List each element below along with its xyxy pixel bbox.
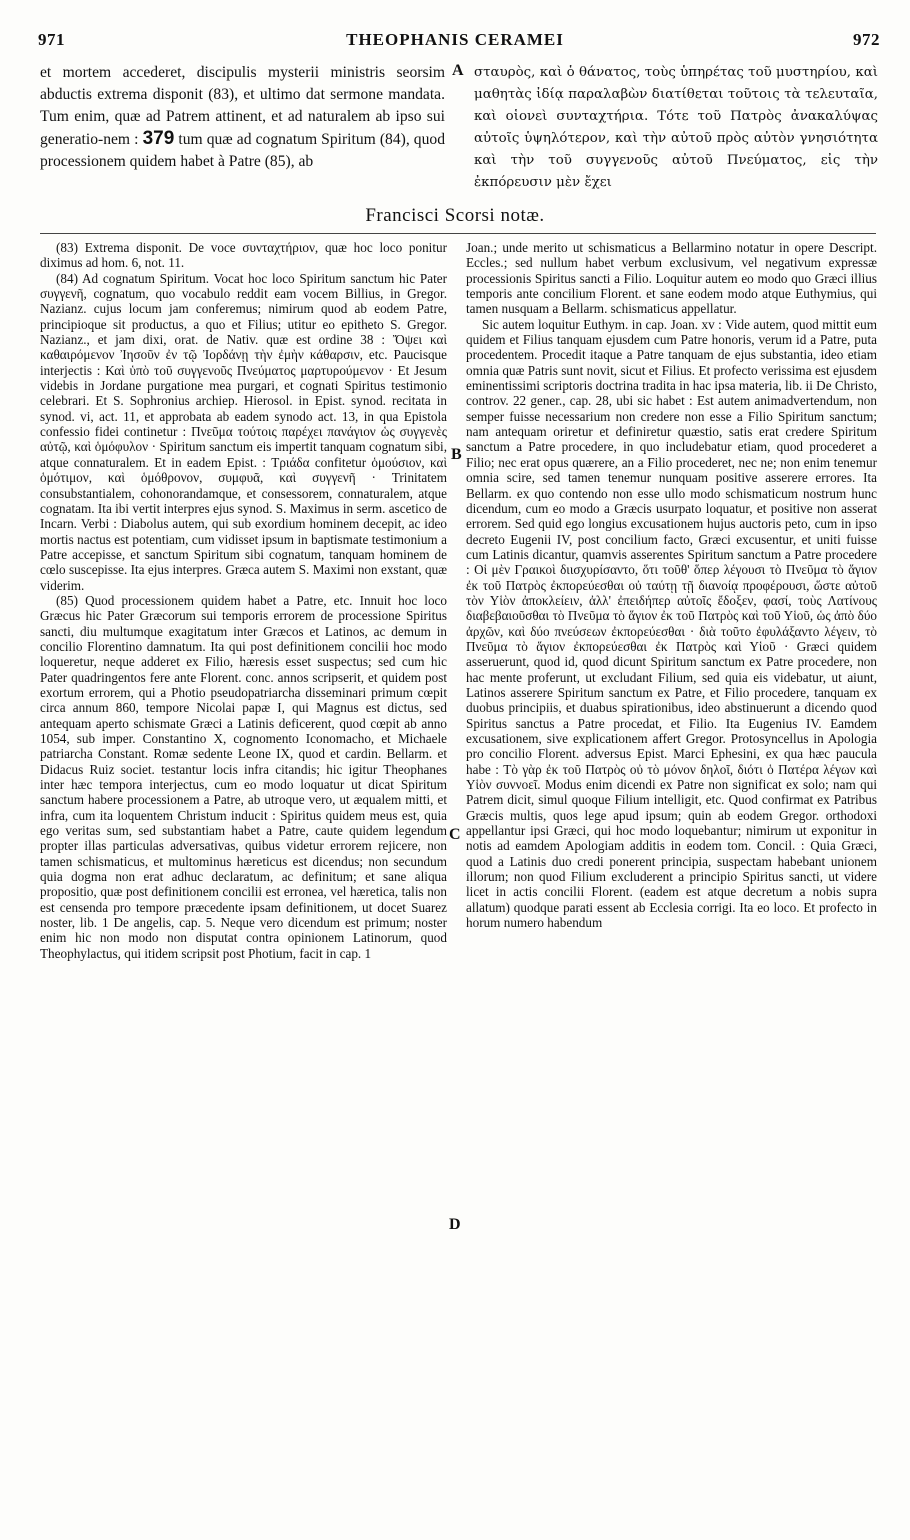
greek-main-text: σταυρὸς, καὶ ὁ θάνατος, τοὺς ὑπηρέτας τοῦ μυστηρίου, καὶ μαθητὰς ἰδίᾳ παραλαβὼν διατίθεται τοῦτοις τὰ τελευταῖα, καὶ οἱονεὶ συνταχτήρια. Τότε τοῦ Πατρὸς ἀνακαλύψας αὐτοῖς ὑψηλότερον, καὶ τὴν αὐτοῦ πρὸς αὐτὸν γνησιότητα καὶ τὴν τοῦ συγγενοῦς αὐτοῦ Πνεύματος, εἰς τὴν ἐκπόρευσιν μὲν ἔχει [474, 65, 878, 190]
page-number-left: 971 [38, 30, 65, 49]
margin-letter-a: A [452, 62, 464, 79]
running-title: THEOPHANIS CERAMEI [346, 30, 564, 49]
margin-letter-d: D [449, 1216, 461, 1233]
notes-heading: Francisci Scorsi notæ. [365, 205, 545, 226]
running-header [0, 30, 910, 54]
note-85-euthymius: Sic autem loquitur Euthym. in cap. Joan. xv : Vide autem, quod mittit eum quidem et Filius tanquam ejusdem cum Patre honoris, verum id a Patre, puta procedentem. Procedit itaque a Patre tanquam de ejus substantia, ideo etiam omnia quæ Patris sunt novit, sicut et Filius. Et profecto verissima est ejusdem eminentissimi scriptoris doctrina tradita in hac ipsa materia, lib. ii De Christo, controv. 22 gener., cap. 28, ubi sic habet : Est autem animadvertendum, non semper fuisse necessarium non credere non esse a Filio Spiritum sanctum; nam antequam oriretur et definiretur quæstio, satis erat credere Spiritum sanctum a Patre procedere, in quo includebatur etiam, quod procederet a Filio; nec erat opus quærere, an a Filio procederet, nec ne; non enim tenemur omnia scire, sed tamen tenemur nunquam positive asserere errores. Ita Bellarm. ex quo contendo non esse ullo modo schismaticum nostrum hunc dicendum, cum eo modo a Græcis usurpato loquatur, et positive non asserat errorem. Sed quid ego longius excusationem hujus auctoris peto, cum in ipso decreto Eugenii IV, post concilium facto, Græci excusentur, et uniti fuisse cum Latinis dicantur, quamvis asserentes Spiritum sanctum a Patre procedere : Οἱ μὲν Γραικοὶ διισχυρίσαντο, ὅτι τοῦθ' ὅπερ λέγουσι τὸ Πνεῦμα τὸ ἅγιον ἐκ τοῦ Πατρὸς ἐκπορεύεσθαι οὐ ταύτῃ τῇ διανοίᾳ προφέρουσι, ὥστε αὐτοῦ τὸν Υἱὸν ἀποκλείειν, ἀλλ' ἐπειδήπερ αὐτοῖς ἔδοξεν, φασί, τοὺς Λατίνους διαβεβαιοῦσθαι τὸ Πνεῦμα τὸ ἅγιον ἐκ τοῦ Πατρὸς καὶ τοῦ Υἱοῦ, ὡς ἀπὸ δύο ἀρχῶν, καὶ δύο πνεύσεων ἐκπορεύεσθαι · διὰ τοῦτο ἐφυλάξαντο λέγειν, τὸ Πνεῦμα τὸ ἅγιον ἐκπορεύεσθαι ἐκ Πατρὸς καὶ Υἱοῦ · Græci quidem asseruerunt, quod id, quod dicunt Spiritum sanctum ex Patre procedere, non hac mente proferunt, ut excludant Filium, sed quia eis videbatur, ut aiunt, Latinos asserere Spiritum sanctum ex Patre, et Filio procedere, tanquam ex duobus principiis, et duabus spirationibus, ideo abstinuerunt a dicendo quod Spiritus sanctus a Patre procedat, et Filio. Ita Eugenius IV. Eamdem excusationem, sive explicationem affert Gregor. Protosyncellus in Apologia pro concilio Florent. adversus Epist. Marci Ephesini, ex qua hæc paucula habe : Τὸ γὰρ ἐκ τοῦ Πατρὸς οὐ τὸ μόνον δηλοῖ, διότι ὁ Πατέρα λέγων καὶ Υἱὸν συννοεῖ. Modus enim dicendi ex Patre non significat ex solo; nam qui Patrem dicit, simul quoque Filium intelligit, etc. Quod confirmat ex Patribus Græcis multis, quos lege apud ipsum; quin ab eodem Gregor. orthodoxi appellantur ipsi Græci, qui hoc modo loquebantur; nimirum ut exponitur in notis ad eamdem Apologiam additis in eodem tom. Concil. : Quia Græci, quod a Latinis duo credi ponerent principia, suspectam habebant unionem illorum; non quod Filium excluderent a principio Spiritus sancti, ut videre licet in actis concilii Florent. (eadem est atque decretum a nobis supra allatum) quodque parati essent ab Ecclesia corrigi. Ita eo loco. Et profecto in horum numero habendum [466, 316, 877, 931]
margin-letter-b: B [451, 446, 462, 463]
margin-letter-c: C [449, 826, 461, 843]
column-marker-number: 379 [142, 128, 175, 149]
notes-column-right [466, 240, 877, 1530]
latin-text-part-2: tum quæ ad cognatum Spiritum (84), quod processionem quidem habet à Patre (85), ab [40, 131, 445, 170]
page-number-right: 972 [853, 30, 880, 49]
latin-main-text [40, 62, 445, 200]
notes-divider [40, 233, 876, 234]
note-85-continued: Joan.; unde merito ut schismaticus a Bellarmino notatur in opere Descript. Eccles.; sed nullum habet verbum exclusivum, vel negativum expressæ processionis Spiritus sancti a Filio. Loquitur autem eo modo quo Græci illius temporis ante concilium Florent. et sane eodem modo atque Euthymius, qui tamen nusquam a Bellarm. schismaticus appellatur. [466, 240, 877, 317]
note-83: (83) Extrema disponit. De voce συνταχτήριον, quæ hoc loco ponitur diximus ad hom. 6, not. 11. [40, 240, 447, 271]
latin-text-part-1: et mortem accederet, discipulis mysterii ministris seorsim abductis extrema disponit (83), et ultimo dat sermone mandata. Tum enim, quæ ad Patrem attinent, et ad naturalem ab ipso sui generatio-nem : [40, 64, 445, 148]
note-85: (85) Quod processionem quidem habet a Patre, etc. Innuit hoc loco Græcus hic Pater Græcorum sui temporis errorem de processione Spiritus sancti, diu multumque exagitatum inter Græcos et Latinos, ac demum in concilio Florentino damnatum. Ita qui post definitionem concilii hoc modo loqueretur, neque adderet ex Filio, hæresis esset suspectus; sed cum hic Pater quadringentos fere ante Florent. conc. annos scripserit, et quidem post exortum errorem, qui a Photio pseudopatriarcha disseminari primum cœpit circa annum 860, tempore Nicolai papæ I, qui Magnus est dictus, sed antequam aperto schismate Græci a Latinis deficerent, quod cœpit ab anno 1054, sub imper. Constantino X, cognomento Iconomacho, et Michaele patriarcha Constant. Romæ sedente Leone IX, quod et cardin. Bellarm. et Didacus Ruiz societ. testantur locis infra citandis; hic igitur Theophanes inter hæc tempora interjectus, cum eo modo loquatur ut dicat Spiritum sanctum habere processionem a Patre, ab utroque vero, ut æqualem mitti, et infra, cum ita loquentem Christum inducit : Spiritus quidem meus est, quia ego veritas sum, sed substantiam habet a Patre, caute quidem legendum propter illas particulas adversativas, quibus videtur errorem rejicere, non tamen schismaticus, et multominus hæreticus est dicendus; non secundum quia dogma non erat adhuc declaratum, ac definitum; et sane aliqua propositio, quæ post definitionem concilii est erronea, vel hæretica, talis non est censenda pro tempore præcedente ipsam definitionem, ut docet Suarez noster, lib. 1 De angelis, cap. 5. Neque vero dicendum est primum; noster enim hic non modo non disputat contra opinionem Latinorum, quod Theophylactus, qui itidem scripsit post Photium, facit in cap. 1 [40, 592, 447, 961]
notes-column-left [40, 240, 447, 1530]
note-84: (84) Ad cognatum Spiritum. Vocat hoc loco Spiritum sanctum hic Pater συγγενῆ, cognatum, quo vocabulo reddit eam vocem Billius, in Gregor. Nazianz. cujus locum jam conferemus; nimirum quod ab eodem Patre, principioque sit productus, a quo et Filius; utitur eo epitheto S. Gregor. Nazianz., et jam dixi, orat. de Nativ. quæ est ordine 38 : Ὄψει καὶ καθαιρόμενον Ἰησοῦν ἐν τῷ Ἰορδάνῃ τὴν ἐμὴν κάθαρσιν, etc. Paucisque interjectis : Καὶ ὑπὸ τοῦ συγγενοῦς Πνεύματος μαρτυρούμενον · Et Jesum videbis in Jordane purgatione mea purgari, et cognati Spiritus testimonio celebrari. Et S. Sophronius archiep. Hierosol. in Epist. synod. recitata in synod. vi, act. 11, et approbata ab eadem synodo act. 13, in qua Epistola confessio fidei continetur : Πνεῦμα τούτοις παρέχει πανάγιον ὡς συγγενὲς αὐτῷ, καὶ ὁμόφυλον · Spiritum sanctum eis impertit tanquam cognatum sibi, atque connaturalem. Et in eadem Epist. : Τριάδα confitetur ὁμούσιον, καὶ ὁμότιμον, καὶ ὁμόθρονον, συμφυᾶ, καὶ συγγενῆ · Trinitatem consubstantialem, cohonorandamque, et consessorem, connaturalem, atque cognatam. Ita ibi vertit interpres ejus synod. S. Maximus in serm. ascetico de Incarn. Verbi : Diabolus autem, qui sub exordium hominem decepit, ac ideo mortis nactus est potentiam, cum vidisset ipsum in baptismate testimonium a Patre accepisse, et sanctum Spiritum sibi cognatum, tanquam hominem de cœlo suscepisse. Ita ejus interpres. Græca autem S. Maximi non exstant, quæ viderim. [40, 270, 447, 593]
